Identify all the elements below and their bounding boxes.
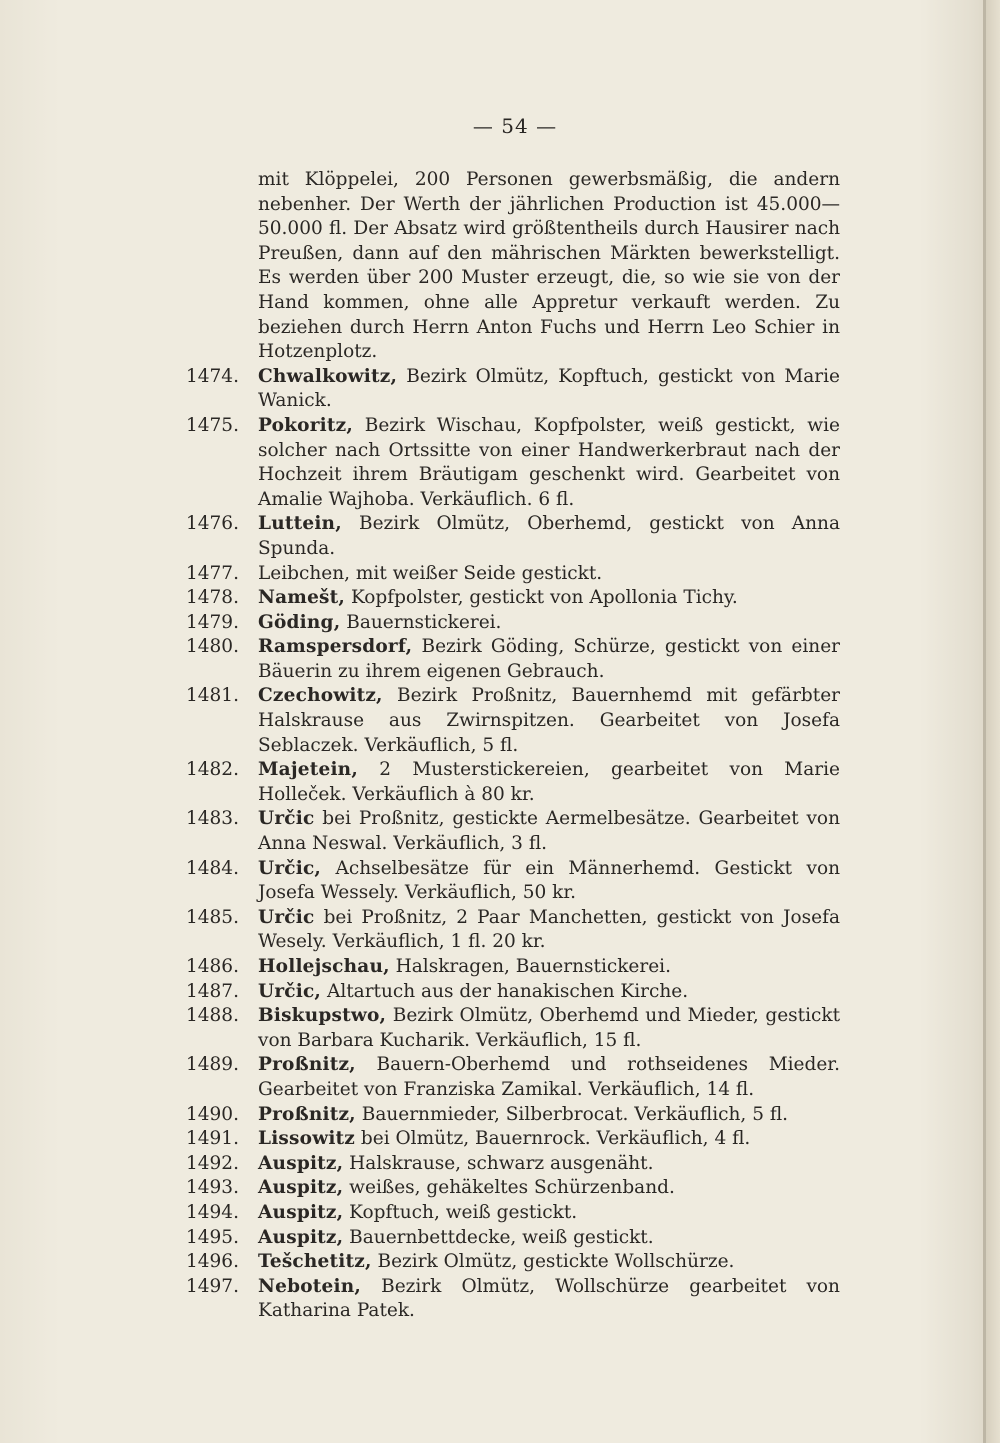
entry-number: 1479. [186,611,239,633]
entry-place: Určic [258,808,315,830]
entry-description: Kopfpolster, gestickt von Apollonia Tichy. [350,587,738,609]
catalog-entry [186,857,840,906]
catalog-entry [186,512,840,561]
entry-place: Určic [258,906,315,928]
entry-number: 1486. [186,956,239,977]
catalog-entry [186,758,840,807]
entry-description: Leibchen, mit weißer Seide gestickt. [258,562,603,584]
entry-place: Czechowitz, [258,685,383,707]
entry-description: Kopftuch, weiß gestickt. [349,1201,578,1223]
entry-number: 1496. [186,1251,239,1273]
entry-place: Nebotein, [258,1275,361,1297]
entry-place: Namešt, [258,587,346,609]
entry-number: 1497. [186,1275,239,1297]
entry-place: Auspitz, [258,1177,344,1199]
catalog-entry [186,807,840,856]
entry-place: Tešchetitz, [258,1251,372,1273]
entry-number: 1480. [186,636,239,658]
entry-place: Určic, [258,980,322,1002]
entry-number: 1475. [186,414,239,436]
catalog-entry [186,1226,840,1251]
entry-number: 1476. [186,513,239,535]
continuation-paragraph: mit Klöppelei, 200 Personen gewerbsmäßig, die andern nebenher. Der Werth der jährlichen Production ist 45.000—50.000 fl. Der Absatz wird größtentheils durch Hausirer nach Preußen, dann auf den mährischen Märkten bewerkstelligt. Es werden über 200 Muster erzeugt, die, so wie sie von der Hand kommen, ohne alle Appretur verkauft werden. Zu beziehen durch Herrn Anton Fuchs und Herrn Leo Schier in Hotzenplotz. [258,169,840,363]
entry-place: Pokoritz, [258,414,353,436]
entry-description: Bezirk Proßnitz, Bauernhemd mit gefärbter Halskrause aus Zwirnspitzen. Gearbeitet von Josefa Seblaczek. Verkäuflich, 5 fl. [258,685,840,756]
entry-description: bei Proßnitz, 2 Paar Manchetten, gestickt von Josefa Wesely. Verkäuflich, 1 fl. 20 kr. [258,906,840,953]
entry-number: 1493. [186,1177,239,1199]
catalog-entry [186,414,840,512]
entry-description: Bauernbettdecke, weiß gestickt. [349,1226,654,1248]
entry-number: 1477. [186,562,239,584]
catalog-entry [186,1275,840,1324]
catalog-text [186,168,840,1324]
entry-description: Bezirk Olmütz, Kopftuch, gestickt von Marie Wanick. [258,365,840,412]
entry-description: Bezirk Wischau, Kopfpolster, weiß gestickt, wie solcher nach Ortssitte von einer Handwerkerbraut nach der Hochzeit ihrem Bräutigam geschenkt wird. Gearbeitet von Amalie Wajhoba. Verkäuflich. 6 fl. [258,414,840,510]
entry-number: 1491. [186,1128,239,1150]
page-gutter-shadow [986,0,1000,1443]
entry-place: Auspitz, [258,1152,344,1174]
catalog-entry [186,955,840,980]
entry-number: 1489. [186,1054,239,1076]
entry-place: Ramspersdorf, [258,636,413,658]
entry-place: Proßnitz, [258,1103,356,1125]
entry-place: Biskupstwo, [258,1005,387,1027]
entry-place: Majetein, [258,759,358,781]
entry-number: 1483. [186,808,239,830]
catalog-entry [186,1053,840,1102]
entry-number: 1495. [186,1226,239,1248]
entry-place: Lissowitz [258,1128,356,1150]
entry-description: Halskragen, Bauernstickerei. [395,956,671,977]
catalog-entry [186,635,840,684]
catalog-entry [186,1176,840,1201]
entry-description: Bezirk Olmütz, Wollschürze gearbeitet von Katharina Patek. [258,1275,840,1322]
page-number: — 54 — [472,114,558,138]
catalog-entry [186,980,840,1005]
entry-place: Auspitz, [258,1226,344,1248]
entry-number: 1474. [186,365,239,387]
entry-place: Chwalkowitz, [258,365,398,387]
entry-description: Bezirk Göding, Schürze, gestickt von einer Bäuerin zu ihrem eigenen Gebrauch. [258,636,840,682]
entry-number: 1494. [186,1201,239,1223]
entry-place: Proßnitz, [258,1054,356,1076]
entry-description: Altartuch aus der hanakischen Kirche. [326,980,689,1002]
entry-number: 1490. [186,1103,239,1125]
catalog-entry [186,684,840,758]
catalog-entry [186,1127,840,1152]
catalog-entry [186,1004,840,1053]
entry-number: 1482. [186,759,239,781]
catalog-entry [186,1250,840,1275]
entry-number: 1487. [186,980,239,1002]
catalog-entry [186,1201,840,1226]
entry-list [186,365,840,1324]
entry-description: Halskrause, schwarz ausgenäht. [349,1152,654,1174]
entry-description: bei Proßnitz, gestickte Aermelbesätze. Gearbeitet von Anna Neswal. Verkäuflich, 3 fl. [258,808,840,855]
entry-place: Hollejschau, [258,956,390,977]
entry-number: 1488. [186,1005,239,1027]
entry-description: Bezirk Olmütz, gestickte Wollschürze. [377,1251,735,1273]
catalog-entry [186,365,840,414]
entry-description: Achselbesätze für ein Männerhemd. Gestickt von Josefa Wessely. Verkäuflich, 50 kr. [258,857,840,904]
entry-description: Bauernmieder, Silberbrocat. Verkäuflich, 5 fl. [361,1103,789,1125]
catalog-entry [186,906,840,955]
entry-number: 1478. [186,587,239,609]
entry-description: bei Olmütz, Bauernrock. Verkäuflich, 4 fl. [360,1128,751,1150]
entry-place: Luttein, [258,513,342,535]
entry-description: Bauern-Oberhemd und rothseidenes Mieder. Gearbeitet von Franziska Zamikal. Verkäuflich, 14 fl. [258,1054,840,1100]
entry-place: Göding, [258,611,341,633]
entry-description: weißes, gehäkeltes Schürzenband. [349,1177,675,1199]
entry-place: Určic, [258,857,322,879]
catalog-entry [186,562,840,587]
entry-description: Bezirk Olmütz, Oberhemd, gestickt von Anna Spunda. [258,513,840,559]
entry-description: Bezirk Olmütz, Oberhemd und Mieder, gestickt von Barbara Kucharik. Verkäuflich, 15 fl. [258,1005,840,1051]
catalog-entry [186,586,840,611]
entry-number: 1484. [186,857,239,879]
entry-number: 1492. [186,1152,239,1174]
entry-place: Auspitz, [258,1201,344,1223]
entry-description: 2 Musterstickereien, gearbeitet von Marie Holleček. Verkäuflich à 80 kr. [258,759,840,805]
catalog-entry [186,1103,840,1128]
catalog-entry [186,611,840,636]
entry-description: Bauernstickerei. [346,611,502,633]
entry-number: 1485. [186,906,239,928]
page-edge-line [983,0,986,1443]
catalog-entry [186,1152,840,1177]
entry-number: 1481. [186,685,239,707]
